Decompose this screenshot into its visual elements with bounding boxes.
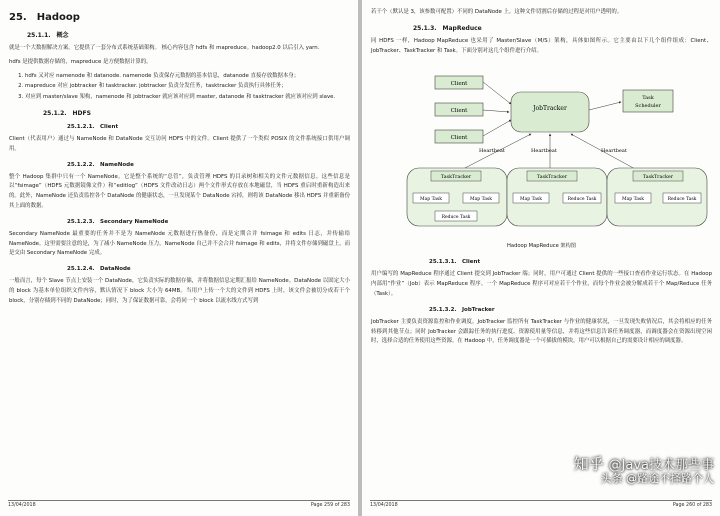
right-page-content <box>371 8 712 351</box>
svg-text:Task: Task <box>642 95 654 102</box>
svg-text:TaskTracker: TaskTracker <box>642 175 674 181</box>
task-scheduler-node <box>623 90 673 112</box>
subsection-heading-jobtracker: 25.1.3.2. JobTracker <box>429 306 495 313</box>
svg-text:Reduce Task: Reduce Task <box>567 197 597 203</box>
svg-text:Map Task: Map Task <box>420 197 442 203</box>
svg-text:Map Task: Map Task <box>520 197 542 203</box>
heartbeat-label: Heartbeat <box>601 148 627 155</box>
section-heading-mapreduce: 25.1.3. MapReduce <box>413 24 482 32</box>
architecture-svg <box>371 62 713 240</box>
left-page-footer <box>8 500 350 512</box>
concept-list-item: 2. mapreduce 对应 jobtracker 和 tasktracker. jobtracker 负责分发任务，tasktracker 负责执行具体任务； <box>25 82 350 92</box>
watermark-author: @Java技术那些事 <box>608 458 714 473</box>
concept-paragraph-2: hdfs 是提供数据存储的，mapreduce 是方便数据计算的。 <box>9 58 152 65</box>
svg-text:Client: Client <box>450 81 468 88</box>
svg-text:Client: Client <box>450 108 468 115</box>
mapreduce-architecture-diagram <box>371 62 713 240</box>
section-heading-hdfs: 25.1.2. HDFS <box>43 109 91 117</box>
heartbeat-label: Heartbeat <box>479 148 505 155</box>
client-node <box>435 76 483 89</box>
svg-text:Reduce Task: Reduce Task <box>667 197 697 203</box>
left-page <box>0 0 358 516</box>
tasktracker-node <box>607 168 707 226</box>
client-node <box>435 130 483 143</box>
datanode-paragraph: 一般而言，每个 Slave 节点上安装一个 DataNode，它负责实际的数据存储，并将数据信息定期汇报给 NameNode。DataNode 以固定大小的 block 为基本单位组织文件内容，默认情况下 block 大小为 64MB。当用户上传一个大的文件到 HDFS 上时，该文件会被切分成若干个 block，分别存储到不同的 DataNode；同时，为了保证数据可靠，会将同一个 block 以流水线方式写到 <box>9 278 350 304</box>
continued-paragraph: 若干个（默认是 3，该参数可配置）不同的 DataNode 上。这种文件切割后存储的过程是对用户透明的。 <box>371 9 623 15</box>
subsection-heading-mr-client: 25.1.3.1. Client <box>429 259 481 266</box>
concept-list-item: 1. hdfs 又对应 namenode 和 datanode. namenode 负责保存元数据的基本信息，datanode 直接存放数据本身； <box>25 72 350 82</box>
watermark <box>574 453 714 486</box>
left-page-content <box>9 8 350 311</box>
section-heading-concept: 25.1.1. 概念 <box>27 32 69 39</box>
footer-page-number: Page 260 of 283 <box>672 503 712 508</box>
figure-caption: Hadoop MapReduce 架构图 <box>506 243 576 250</box>
svg-text:Reduce Task: Reduce Task <box>441 215 471 221</box>
right-page <box>362 0 720 516</box>
namenode-paragraph: 整个 Hadoop 集群中只有一个 NameNode。它是整个系统的“总管”，负责管理 HDFS 的目录树和相关的文件元数据信息。这些信息是以“fsimage”（HDFS 元数据镜像文件）和“editlog”（HDFS 文件改动日志）两个文件形式存放在本地磁盘，当 HDFS 重启时重新构造出来的。此外，NameNode 还负责监控各个 DataNode 的健康状态，一旦发现某个 DataNode 宕掉，则将该 DataNode 移出 HDFS 并重新备份其上面的数据。 <box>9 173 350 209</box>
concept-paragraph-1: 就是一个大数据解决方案。它提供了一套分布式系统基础架构。 核心内容包含 hdfs 和 mapreduce。hadoop2.0 以后引入 yarn. <box>9 45 320 51</box>
client-node <box>435 103 483 116</box>
concept-list-item: 3. 对应到 master/slave 架构，namenode 和 jobtracker 就应该对应到 master, datanode 和 tasktracker 就应该对应到 slave. <box>25 93 350 103</box>
svg-text:TaskTracker: TaskTracker <box>536 175 568 181</box>
mapreduce-paragraph: 同 HDFS 一样，Hadoop MapReduce 也采用了 Master/Slave（M/S）架构，具体如图所示。它主要由以下几个组件组成：Client、JobTracker、TaskTracker 和 Task。下面分别对这几个组件进行介绍。 <box>371 37 712 54</box>
client-paragraph: Client（代表用户）通过与 NameNode 和 DataNode 交互访问 HDFS 中的文件。Client 提供了一个类似 POSIX 的文件系统接口供用户调用。 <box>9 135 350 152</box>
svg-text:Map Task: Map Task <box>622 197 644 203</box>
subsection-heading-namenode: 25.1.2.2. NameNode <box>67 161 134 168</box>
heartbeat-label: Heartbeat <box>531 148 557 155</box>
secondary-namenode-paragraph: Secondary NameNode 最重要的任务并不是为 NameNode 元数据进行热备份，而是定期合并 fsimage 和 edits 日志，并传输给 NameNode。这里需要注意的是，为了减小 NameNode 压力，NameNode 自己并不会合并 fsimage 和 edits，并将文件存储到磁盘上，而是交由 Secondary NameNode 完成。 <box>9 230 350 257</box>
watermark-zhihu: 知乎 <box>573 455 609 473</box>
svg-text:Scheduler: Scheduler <box>635 103 661 110</box>
tasktracker-node <box>407 168 507 226</box>
svg-text:JobTracker: JobTracker <box>533 105 567 113</box>
subsection-heading-datanode: 25.1.2.4. DataNode <box>67 266 131 273</box>
tasktracker-node <box>507 168 607 226</box>
watermark-overlay: 头条 @路途不择路个人 <box>600 472 714 485</box>
footer-date: 13/04/2018 <box>8 503 36 508</box>
footer-date: 13/04/2018 <box>370 503 398 508</box>
chapter-title: 25. Hadoop <box>9 12 80 23</box>
subsection-heading-secondary-namenode: 25.1.2.3. Secondary NameNode <box>67 218 169 225</box>
concept-list <box>25 72 350 103</box>
mr-client-paragraph: 用户编写的 MapReduce 程序通过 Client 提交到 JobTracker 端；同时，用户可通过 Client 提供的一些接口查看作业运行状态。在 Hadoop 内部用“作业”（Job）表示 MapReduce 程序。一个 MapReduce 程序可对应若干个作业，而每个作业会被分解成若干个 Map/Reduce 任务（Task）。 <box>371 271 712 297</box>
jobtracker-paragraph: JobTracker 主要负责资源监控和作业调度。JobTracker 监控所有 TaskTracker 与作业的健康状况，一旦发现失败情况后，其会将相应的任务转移到其他节点；同时 JobTracker 会跟踪任务的执行进度、资源使用量等信息，并将这些信息告诉任务调度器，而调度器会在资源出现空闲时，选择合适的任务使用这些资源。在 Hadoop 中，任务调度器是一个可插拔的模块，用户可以根据自己的需要设计相应的调度器。 <box>371 318 712 345</box>
subsection-heading-client: 25.1.2.1. Client <box>67 123 119 130</box>
jobtracker-node <box>511 92 589 132</box>
svg-text:TaskTracker: TaskTracker <box>440 175 472 181</box>
svg-text:Client: Client <box>450 135 468 142</box>
svg-text:Map Task: Map Task <box>470 197 492 203</box>
footer-page-number: Page 259 of 283 <box>310 503 350 508</box>
right-page-footer <box>370 500 712 512</box>
